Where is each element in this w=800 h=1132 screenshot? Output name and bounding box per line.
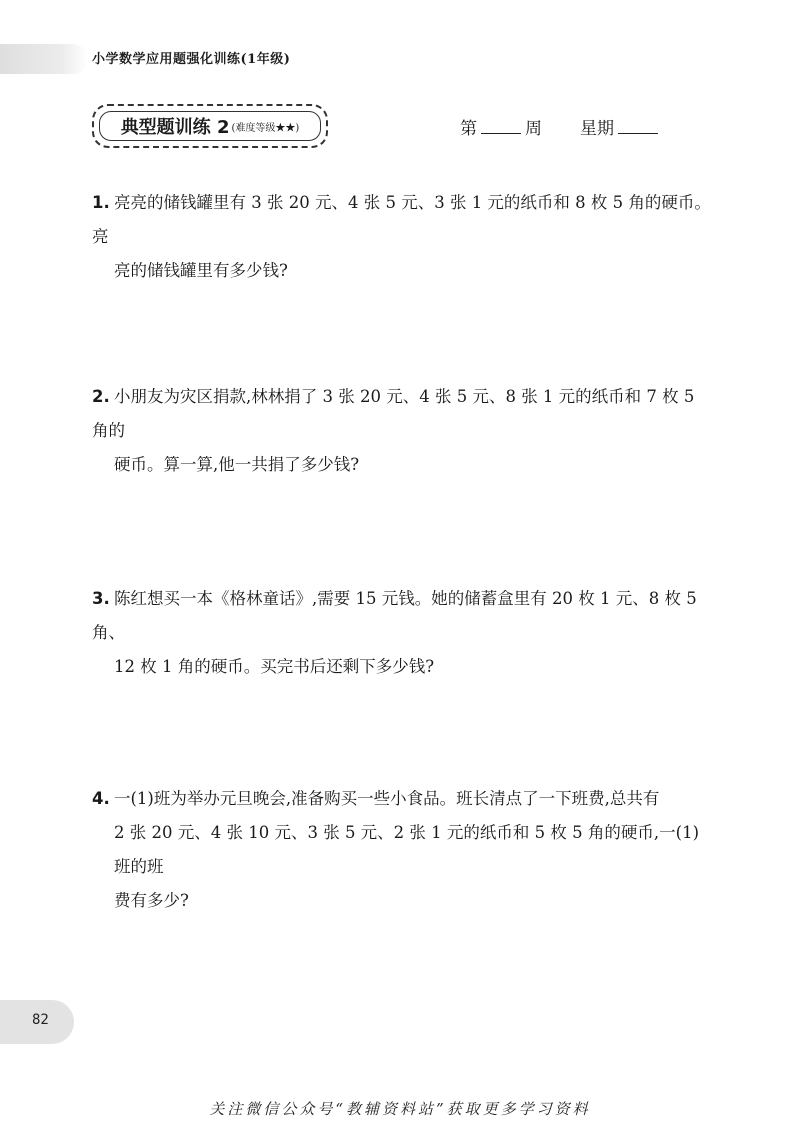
question-3: [92, 582, 712, 684]
question-text-line: 小朋友为灾区捐款,林林捐了 3 张 20 元、4 张 5 元、8 张 1 元的纸币和 7 枚 5 角的: [92, 387, 695, 440]
section-title-box: [92, 104, 328, 148]
question-number: 3.: [92, 589, 110, 608]
week-blank[interactable]: [481, 115, 521, 134]
week-label: 周: [525, 119, 542, 139]
header-band: [0, 44, 88, 74]
question-text-line: 亮的储钱罐里有多少钱?: [114, 261, 288, 280]
question-text-line: 12 枚 1 角的硬币。买完书后还剩下多少钱?: [114, 657, 435, 676]
week-prefix-label: 第: [460, 119, 477, 139]
difficulty-level: (难度等级★★): [231, 122, 300, 134]
question-text-line: 陈红想买一本《格林童话》,需要 15 元钱。她的储蓄盒里有 20 枚 1 元、8 枚 5 角、: [92, 589, 697, 642]
question-text-line: 一(1)班为举办元旦晚会,准备购买一些小食品。班长清点了一下班费,总共有: [114, 789, 660, 808]
question-1: [92, 186, 712, 288]
section-title: 典型题训练 2: [120, 117, 230, 138]
weekday-label: 星期: [580, 119, 614, 139]
question-text-line: 亮亮的储钱罐里有 3 张 20 元、4 张 5 元、3 张 1 元的纸币和 8 枚 5 角的硬币。亮: [92, 193, 711, 246]
footer-notice: 关注微信公众号“教辅资料站”获取更多学习资料: [209, 1100, 591, 1118]
weekday-blank[interactable]: [618, 115, 658, 134]
question-2: [92, 380, 712, 482]
question-number: 1.: [92, 193, 110, 212]
question-number: 2.: [92, 387, 110, 406]
running-head: 小学数学应用题强化训练(1年级): [92, 52, 291, 67]
section-title-frame: [99, 111, 321, 141]
question-4: [92, 782, 712, 918]
page-number: 82: [32, 1012, 49, 1028]
question-number: 4.: [92, 789, 110, 808]
question-text-line: 硬币。算一算,他一共捐了多少钱?: [114, 455, 360, 474]
week-day-field: [460, 114, 658, 139]
question-text-line: 2 张 20 元、4 张 10 元、3 张 5 元、2 张 1 元的纸币和 5 枚 5 角的硬币,一(1)班的班: [114, 823, 700, 876]
question-text-line: 费有多少?: [114, 891, 189, 910]
